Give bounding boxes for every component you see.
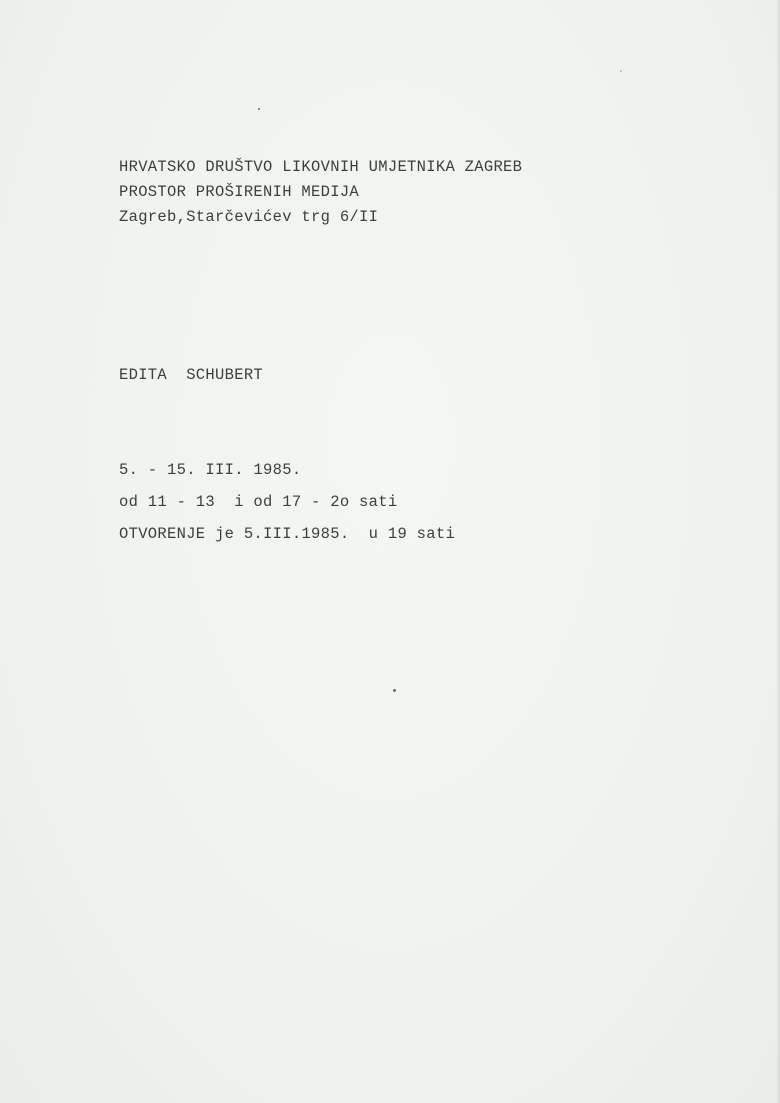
organization-name: HRVATSKO DRUŠTVO LIKOVNIH UMJETNIKA ZAGREB xyxy=(119,158,523,176)
paper-speck xyxy=(393,689,396,692)
artist-name: EDITA SCHUBERT xyxy=(119,366,264,384)
paper-speck xyxy=(258,108,260,110)
exhibition-dates: 5. - 15. III. 1985. xyxy=(119,461,302,479)
venue-name: PROSTOR PROŠIRENIH MEDIJA xyxy=(119,183,360,201)
opening-hours: od 11 - 13 i od 17 - 2o sati xyxy=(119,493,398,511)
venue-address: Zagreb,Starčevićev trg 6/II xyxy=(119,208,379,226)
opening-event: OTVORENJE je 5.III.1985. u 19 sati xyxy=(119,525,456,543)
page-edge-shadow xyxy=(776,0,780,1103)
paper-speck xyxy=(620,70,622,72)
